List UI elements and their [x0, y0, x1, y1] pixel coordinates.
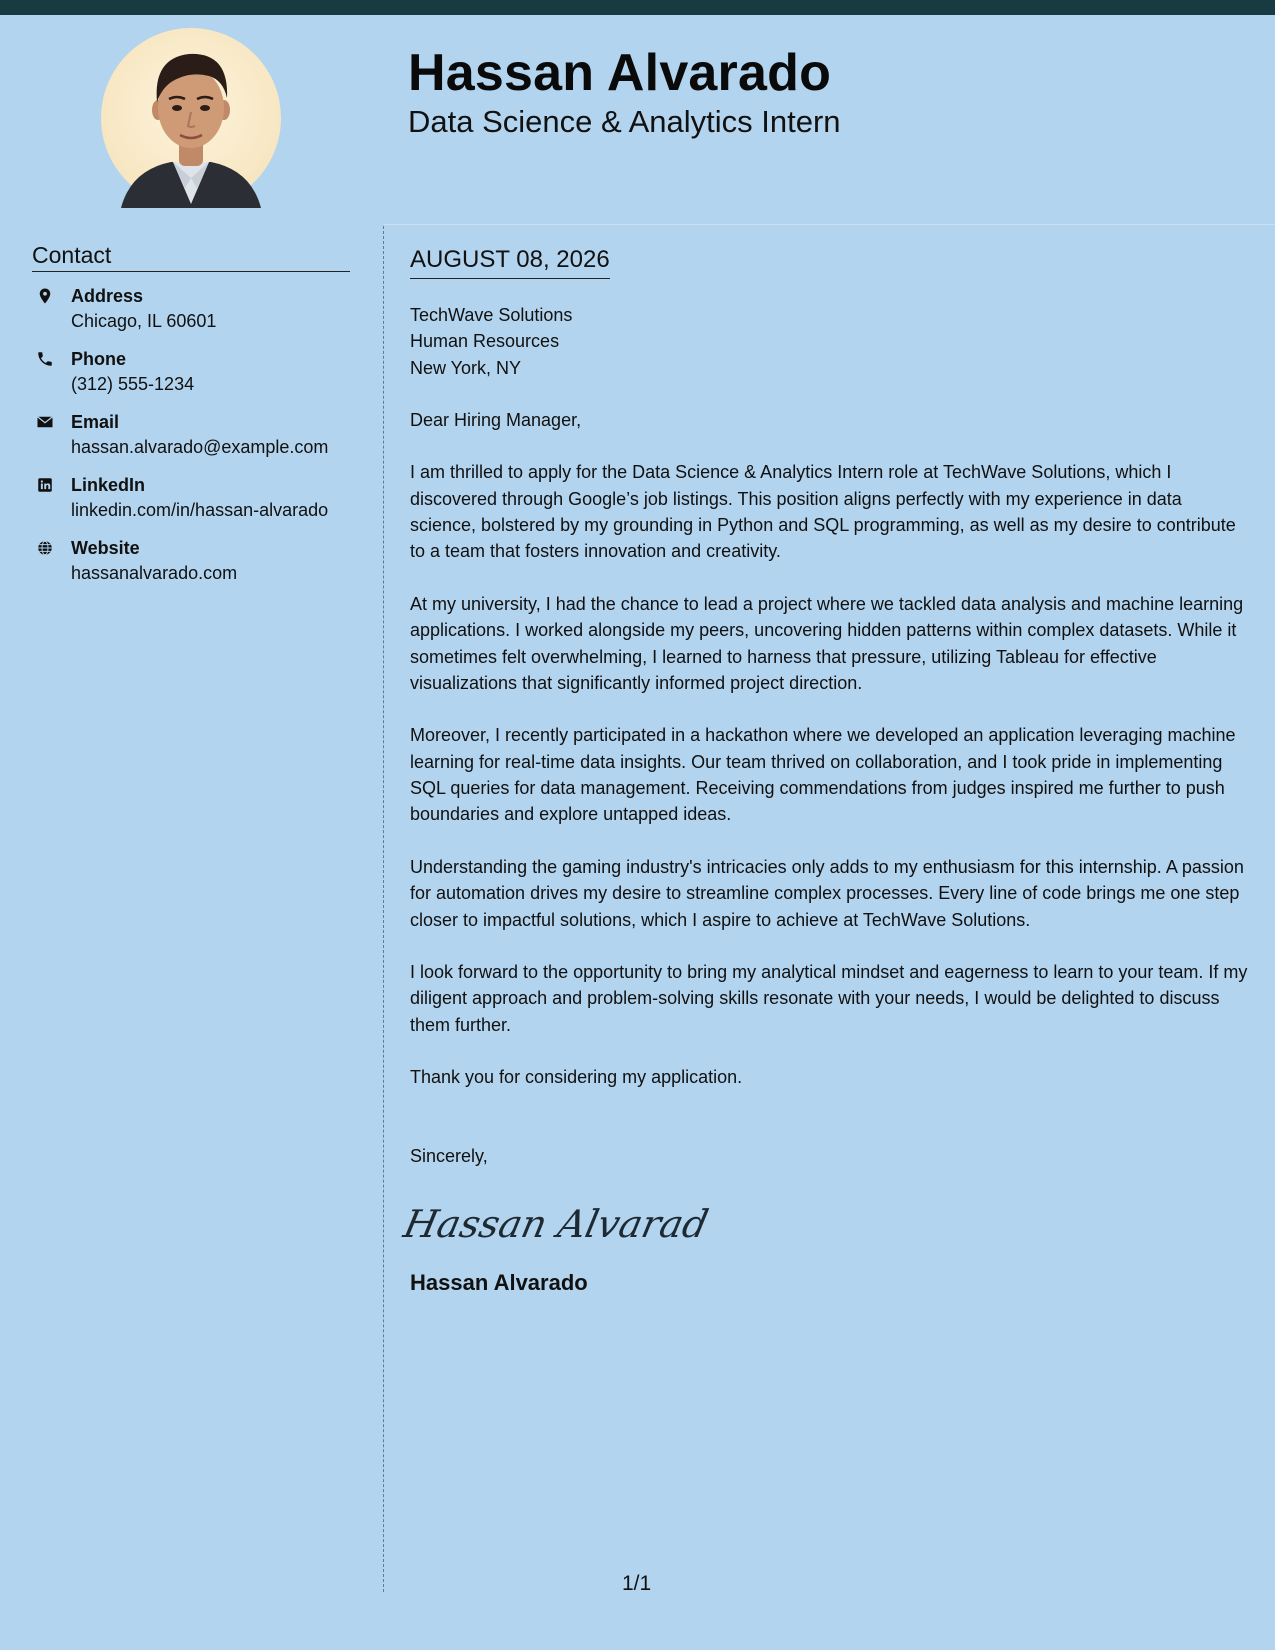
paragraph: Understanding the gaming industry's intricacies only adds to my enthusiasm for this internship. A passion for automation drives my desire to streamline complex processes. Every line of code brings me one step closer to impactful solutions, which I aspire to achieve at TechWave Solutions. — [410, 856, 1244, 930]
paragraph: At my university, I had the chance to lead a project where we tackled data analysis and machine learning applications. I worked alongside my peers, uncovering hidden patterns within complex datasets. While it sometimes felt overwhelming, I learned to harness that pressure, utilizing Tableau for effective visualizations that significantly informed project direction. — [410, 593, 1244, 693]
paragraph: Thank you for considering my application. — [410, 1067, 743, 1088]
paragraph: Moreover, I recently participated in a hackathon where we developed an application leveraging machine learning for real-time data insights. Our team thrived on collaboration, and I took pride in implementing SQL queries for data management. Receiving commendations from judges inspired me further to push boundaries and explore untapped ideas. — [410, 725, 1236, 825]
applicant-name: Hassan Alvarado — [408, 44, 832, 102]
profile-photo — [101, 28, 281, 208]
page-number: 1/1 — [622, 1572, 652, 1595]
contact-item-website — [32, 535, 372, 598]
contact-value: (312) 555-1234 — [71, 374, 195, 394]
letter-date: AUGUST 08, 2026 — [410, 244, 610, 279]
contact-value: linkedin.com/in/hassan-alvarado — [71, 500, 329, 520]
contact-value: Chicago, IL 60601 — [71, 311, 217, 331]
contact-item-email — [32, 409, 372, 472]
linkedin-icon — [36, 476, 54, 494]
recipient-department: Human Resources — [410, 331, 560, 352]
paragraph: I look forward to the opportunity to bring my analytical mindset and eagerness to learn to your team. If my diligent approach and problem-solving skills resonate with your needs, I would be delighted to discuss them further. — [410, 962, 1248, 1035]
closing: Sincerely, — [410, 1145, 488, 1166]
signer-name: Hassan Alvarado — [410, 1269, 588, 1295]
contact-label: Phone — [71, 349, 127, 369]
signature-text: Hassan Alvarad — [399, 1202, 712, 1247]
recipient-location: New York, NY — [410, 357, 522, 378]
contact-label: Address — [71, 286, 144, 306]
contact-item-phone — [32, 346, 372, 409]
contact-label: LinkedIn — [71, 475, 146, 495]
contact-heading: Contact — [32, 240, 350, 272]
phone-icon — [36, 350, 54, 368]
contact-item-linkedin — [32, 472, 372, 535]
envelope-icon — [36, 413, 54, 431]
job-title: Data Science & Analytics Intern — [408, 104, 841, 139]
paragraph: I am thrilled to apply for the Data Science & Analytics Intern role at TechWave Solutions, which I discovered through Google’s job listings. This position aligns perfectly with my experience in data science, bolstered by my grounding in Python and SQL programming, as well as my desire to contribute to a team that fosters innovation and creativity. — [410, 462, 1236, 562]
contact-list — [32, 283, 372, 598]
salutation: Dear Hiring Manager, — [410, 409, 582, 430]
recipient-company: TechWave Solutions — [410, 305, 573, 325]
top-bar — [0, 0, 1275, 15]
contact-label: Email — [71, 412, 120, 432]
header-divider — [384, 224, 1275, 225]
column-divider — [383, 226, 384, 1592]
globe-icon — [36, 539, 54, 557]
contact-label: Website — [71, 538, 140, 558]
signature — [399, 1199, 1248, 1247]
contact-value: hassan.alvarado@example.com — [71, 437, 329, 457]
contact-value: hassanalvarado.com — [71, 563, 238, 583]
contact-item-address — [32, 283, 372, 346]
letter-body — [399, 302, 1248, 1297]
recipient-block — [410, 302, 1248, 381]
map-pin-icon — [36, 287, 54, 305]
